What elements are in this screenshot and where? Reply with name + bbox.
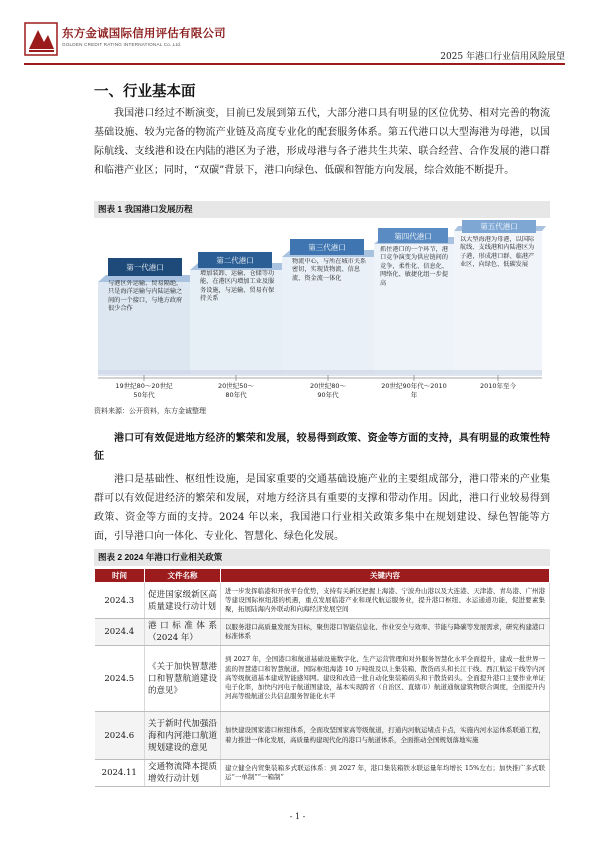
- col-header-date: 时间: [95, 569, 145, 583]
- row-key-content: 以服务港口高质量发展为目标，聚焦港口智能信息化、作业安全与效率、节能与降碳等发展需求，研究构建港口标准体系: [221, 619, 550, 646]
- report-title: 2025 年港口行业信用风险展望: [440, 52, 565, 62]
- stage-2-name: 第二代港口: [216, 256, 254, 265]
- stage-1-period: 19世纪80～20世纪50年代: [115, 382, 173, 399]
- policy-table: [94, 568, 550, 787]
- table-row: [95, 712, 550, 760]
- table-row: [95, 646, 550, 712]
- stage-1-name: 第一代港口: [126, 263, 164, 272]
- row-policy-name: 交通物流降本提质增效行动计划: [145, 760, 221, 787]
- stage-4-name: 第四代港口: [394, 232, 432, 241]
- row-date: 2024.3: [95, 583, 145, 619]
- row-key-content: 进一步发挥临港和开放平台优势，支持有关新区把握上海港、宁波舟山港以及大连港、天津港、青岛港、广州港等建设国际枢纽港的机遇，重点发展临港产业和现代航运服务业，提升港口枢纽、水运通道功能，促进要素集聚，拓展陆海内外联动和向海经济发展空间: [221, 583, 550, 619]
- table-caption: 图表 2 2024 年港口行业相关政策: [94, 549, 550, 566]
- row-key-content: 建立健全内贸集装箱多式联运体系：到 2027 年，港口集装箱铁水联运量年均增长 15%左右；加快推广多式联运“一单制”“一箱制”: [221, 760, 550, 787]
- stage-2-period: 20世纪50～80年代: [217, 382, 255, 399]
- port-development-figure: [94, 220, 550, 406]
- row-date: 2024.11: [95, 760, 145, 787]
- stage-4-desc: 抓住港口的一个环节，港口竞争演变为供应链间的竞争，柔性化、信息化、网络化、敏捷化组一步提高: [380, 246, 449, 287]
- row-policy-name: 促进国家级新区高质量建设行动计划: [145, 583, 221, 619]
- policy-paragraph: 港口是基础性、枢纽性设施，是国家重要的交通基础设施产业的主要组成部分，港口带来的产业集群可以有效促进经济的繁荣和发展，对地方经济具有重要的支撑和带动作用。因此，港口行业较易得到政策、资金等方面的支持。2024 年以来，我国港口行业相关政策多集中在规划建设、绿色智能等方面，引导港口向一体化、专业化、智慧化、绿色化发展。: [94, 474, 550, 542]
- col-header-name: 文件名称: [145, 569, 221, 583]
- stage-5-name: 第五代港口: [480, 222, 518, 231]
- row-date: 2024.5: [95, 646, 145, 712]
- stage-3-name: 第三代港口: [308, 243, 346, 252]
- stage-1-desc: 与港区外运输、贸易隔绝，只是海洋运输与内陆运输之间的一个接口，与地方政府很少合作: [108, 280, 183, 313]
- stage-2-desc: 增加装卸、运输、仓储等功能，在港区内增加工业及服务设施，与运输、贸易有保持关系: [200, 270, 275, 303]
- figure-source: 资料来源：公开资料，东方金诚整理: [94, 408, 206, 415]
- development-staircase-diagram: [94, 220, 550, 406]
- stage-3-desc: 物流中心，与所在城市关系密切，实现货物流、信息流、资金流一体化: [292, 258, 367, 282]
- row-key-content: 加快建设国家港口枢纽体系，全面攻坚国家高等级航道，打通内河航运堵点卡点，实施内河水运体系联通工程，着力推进一体化发展，高质量构建现代化的港口与航道体系，全面推动全国规划落地实施: [221, 712, 550, 760]
- row-date: 2024.4: [95, 619, 145, 646]
- stage-3-period: 20世纪80～90年代: [309, 382, 347, 399]
- stage-5-period: 2010年至今: [479, 382, 517, 390]
- table-row: [95, 619, 550, 646]
- company-name-en: GOLDEN CREDIT RATING INTERNATIONAL Co.,Ltd.: [62, 42, 182, 47]
- stage-5-desc: 以大型海港为母港，以国际航线、支线港和内陆港区为子港，形成港口群、临港产业区，向绿色、低碳发展: [460, 236, 535, 269]
- figure-caption: 图表 1 我国港口发展历程: [94, 201, 550, 218]
- row-date: 2024.6: [95, 712, 145, 760]
- stage-4-period: 20世纪90年代～2010年: [381, 382, 447, 399]
- section-title: 一、行业基本面: [94, 83, 196, 100]
- row-policy-name: 港口标准体系（2024 年）: [145, 619, 221, 646]
- intro-paragraph: 我国港口经过不断演变，目前已发展到第五代，大部分港口具有明显的区位优势、相对完善的物流基础设施、较为完备的物流产业链及高度专业化的配套服务体系。第五代港口以大型海港为母港，以国际航线、支线港和设在内陆的港区为子港，形成母港与各子港共生共荣、联合经营、合作发展的港口群和临港产业区；同时，“双碳”背景下，港口向绿色、低碳和智能方向发展，综合效能不断提升。: [94, 108, 550, 176]
- col-header-content: 关键内容: [221, 569, 550, 583]
- table-row: [95, 583, 550, 619]
- table-header-row: [95, 569, 550, 583]
- company-logo-icon: [24, 22, 58, 56]
- row-policy-name: 关于新时代加强沿海和内河港口航道规划建设的意见: [145, 712, 221, 760]
- row-policy-name: 《关于加快智慧港口和智慧航道建设的意见》: [145, 646, 221, 712]
- page-number: - 1 -: [289, 812, 306, 821]
- row-key-content: 到 2027 年，全国港口和航道基础设施数字化、生产运营管理和对外服务智慧化水平全面提升，建成一批世界一流的智慧港口和智慧航道。国际枢纽海港 10 万吨级及以上集装箱、散货码头和长江干线、西江航运干线等内河高等级航道基本建成智能感知网。建设和改造一批自动化集装箱码头和干散货码头。全面提升港口主要作业单证电子化率，加快内河电子航道图建设，基本实现跨省（自治区、直辖市）航道通航建筑物联合调度，全面提升内河高等级航道公共信息服务智能化水平: [221, 646, 550, 712]
- bold-statement: 港口可有效促进地方经济的繁荣和发展，较易得到政策、资金等方面的支持，具有明显的政策性特征: [94, 433, 550, 462]
- page-header: [24, 22, 565, 62]
- table-row: [95, 760, 550, 787]
- company-name-cn: 东方金诚国际信用评估有限公司: [62, 26, 226, 40]
- header-divider: [24, 63, 565, 65]
